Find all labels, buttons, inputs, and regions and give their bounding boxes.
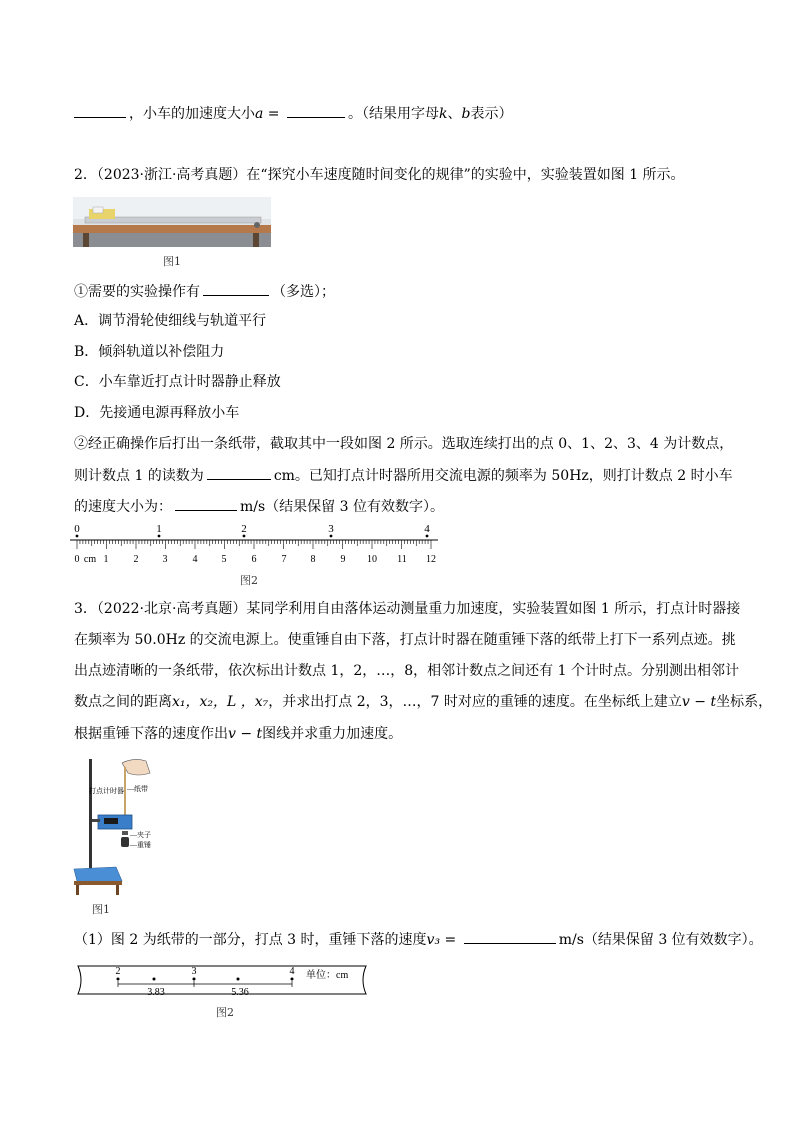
- q3-sub1: （1）图 2 为纸带的一部分，打点 3 时，重锤下落的速度v₃ = m/s（结果保留 3 位有效数字）。: [74, 929, 763, 950]
- answer-blank[interactable]: [287, 103, 345, 118]
- q2-fig2-ruler: [66, 522, 446, 568]
- label-clip: —夹子: [130, 831, 151, 839]
- q3-line4: 数点之间的距离x₁，x₂，L ，x₇，并求出打点 2，3，…，7 时对应的重锤的速度。在坐标纸上建立v − t坐标系，: [74, 694, 773, 710]
- answer-blank[interactable]: [175, 496, 237, 511]
- q2-fig1-caption: 图1: [163, 255, 181, 268]
- q3-fig2-tape: [70, 962, 370, 1002]
- q3-fig1-apparatus: [72, 757, 154, 897]
- answer-blank[interactable]: [464, 929, 556, 944]
- ruler-point-label: 1: [156, 523, 162, 535]
- tape-dot: [237, 978, 240, 981]
- ruler-tick-label: 12: [426, 554, 436, 565]
- tape-dot: [243, 535, 246, 538]
- answer-blank[interactable]: [74, 103, 126, 118]
- ruler-point-label: 0: [74, 523, 80, 535]
- ruler-tick-label: 6: [251, 554, 257, 565]
- q2-lead: 2．（2023·浙江·高考真题）在“探究小车速度随时间变化的规律”的实验中，实验装置如图 1 所示。: [74, 167, 685, 183]
- label-tape: —纸带: [127, 785, 148, 793]
- tape-distance-label: 5.36: [231, 987, 249, 998]
- tape-dot: [291, 978, 294, 981]
- top-line: ，小车的加速度大小a = 。（结果用字母k、b表示）: [74, 103, 512, 124]
- ruler-point-label: 3: [328, 523, 334, 535]
- ruler-tick-label: 0: [74, 554, 80, 565]
- ruler-unit-label: cm: [83, 554, 97, 565]
- q3-line3: 出点迹清晰的一条纸带，依次标出计数点 1，2，…，8，相邻计数点之间还有 1 个计时点。分别测出相邻计: [74, 663, 739, 679]
- tape-dot: [117, 978, 120, 981]
- q3-line1: 3．（2022·北京·高考真题）某同学利用自由落体运动测量重力加速度，实验装置如图 1 所示，打点计时器接: [74, 601, 741, 617]
- ruler-tick-label: 4: [192, 554, 198, 565]
- ruler-point-label: 2: [241, 523, 247, 535]
- ruler-tick-label: 5: [221, 554, 227, 565]
- q3-fig2-caption: 图2: [216, 1006, 234, 1019]
- tape-dot: [153, 978, 156, 981]
- tape-dot: [76, 535, 79, 538]
- tape-distance-label: 3.83: [147, 987, 165, 998]
- ruler-point-label: 4: [424, 523, 430, 535]
- q2-option-a: A．调节滑轮使细线与轨道平行: [74, 313, 267, 329]
- tape-unit-label: 单位：cm: [306, 970, 349, 981]
- q2-sub2-line2: 则计数点 1 的读数为 cm。已知打点计时器所用交流电源的频率为 50Hz，则打计数点 2 时小车: [74, 465, 733, 486]
- tape-dot: [426, 535, 429, 538]
- label-timer: 打点计时器: [89, 787, 124, 795]
- ruler-tick-label: 11: [397, 554, 407, 565]
- tape-point-label: 4: [289, 966, 295, 977]
- ruler-tick-label: 2: [133, 554, 139, 565]
- q2-fig1-photo: [73, 197, 271, 247]
- q3-line2: 在频率为 50.0Hz 的交流电源上。使重锤自由下落，打点计时器在随重锤下落的纸带上打下一系列点迹。挑: [74, 632, 736, 648]
- q3-line5: 根据重锤下落的速度作出v − t图线并求重力加速度。: [74, 726, 403, 742]
- q2-option-c: C．小车靠近打点计时器静止释放: [74, 374, 281, 390]
- label-weight: —重锤: [130, 841, 151, 849]
- ruler-tick-label: 1: [103, 554, 109, 565]
- ruler-tick-label: 10: [367, 554, 377, 565]
- ruler-tick-label: 8: [310, 554, 316, 565]
- q2-sub2-line1: ②经正确操作后打出一条纸带，截取其中一段如图 2 所示。选取连续打出的点 0、1、2、3、4 为计数点，: [74, 436, 734, 452]
- q2-option-b: B．倾斜轨道以补偿阻力: [74, 344, 225, 360]
- tape-point-label: 2: [115, 966, 121, 977]
- q2-sub2-line3: 的速度大小为： m/s（结果保留 3 位有效数字）。: [74, 496, 444, 517]
- answer-blank[interactable]: [207, 465, 271, 480]
- tape-dot: [193, 978, 196, 981]
- ruler-tick-label: 7: [281, 554, 287, 565]
- tape-dot: [158, 535, 161, 538]
- answer-blank[interactable]: [203, 281, 269, 296]
- q2-fig2-caption: 图2: [240, 574, 258, 587]
- q2-option-d: D．先接通电源再释放小车: [74, 405, 240, 421]
- ruler-tick-label: 3: [162, 554, 168, 565]
- tape-dot: [330, 535, 333, 538]
- q3-fig1-caption: 图1: [92, 903, 110, 916]
- q2-sub1: ①需要的实验操作有 （多选）；: [74, 281, 335, 302]
- ruler-tick-label: 9: [340, 554, 346, 565]
- tape-point-label: 3: [191, 966, 197, 977]
